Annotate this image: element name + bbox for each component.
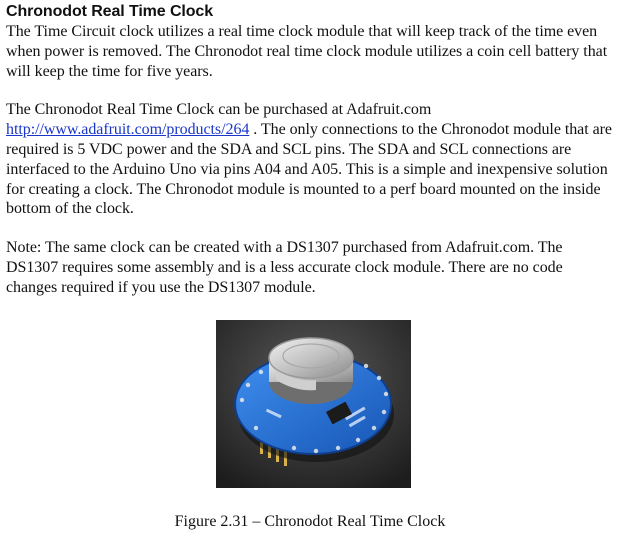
connection-text: . The only connections to the Chronodot module that are required is 5 VDC power and the SDA and SCL pins. The SDA and SCL connections are interfaced to the Arduino Uno via pins A04 and A05. This is a simple and inexpensive solution for creating a clock. The Chronodot module is mounted to a perf board mounted on the inside bottom of the clock. xyxy=(6,121,612,218)
chronodot-module-illustration xyxy=(216,320,411,488)
section-title: Chronodot Real Time Clock xyxy=(6,3,214,20)
figure-caption: Figure 2.31 – Chronodot Real Time Clock xyxy=(174,513,446,530)
paragraph-purchase xyxy=(6,100,612,219)
paragraph-note: Note: The same clock can be created with a DS1307 purchased from Adafruit.com. The DS1307 requires some assembly and is a less accurate clock module. There are no code changes required if you use the DS1307 module. xyxy=(6,239,563,296)
purchase-text: The Chronodot Real Time Clock can be purchased at Adafruit.com xyxy=(6,101,432,119)
adafruit-product-link[interactable]: http://www.adafruit.com/products/264 xyxy=(6,121,250,139)
paragraph-intro: The Time Circuit clock utilizes a real time clock module that will keep track of the time even when power is removed. The Chronodot real time clock module utilizes a coin cell battery that will keep the time for five years. xyxy=(6,23,608,80)
chronodot-photo xyxy=(216,320,411,488)
document-page xyxy=(6,0,612,298)
